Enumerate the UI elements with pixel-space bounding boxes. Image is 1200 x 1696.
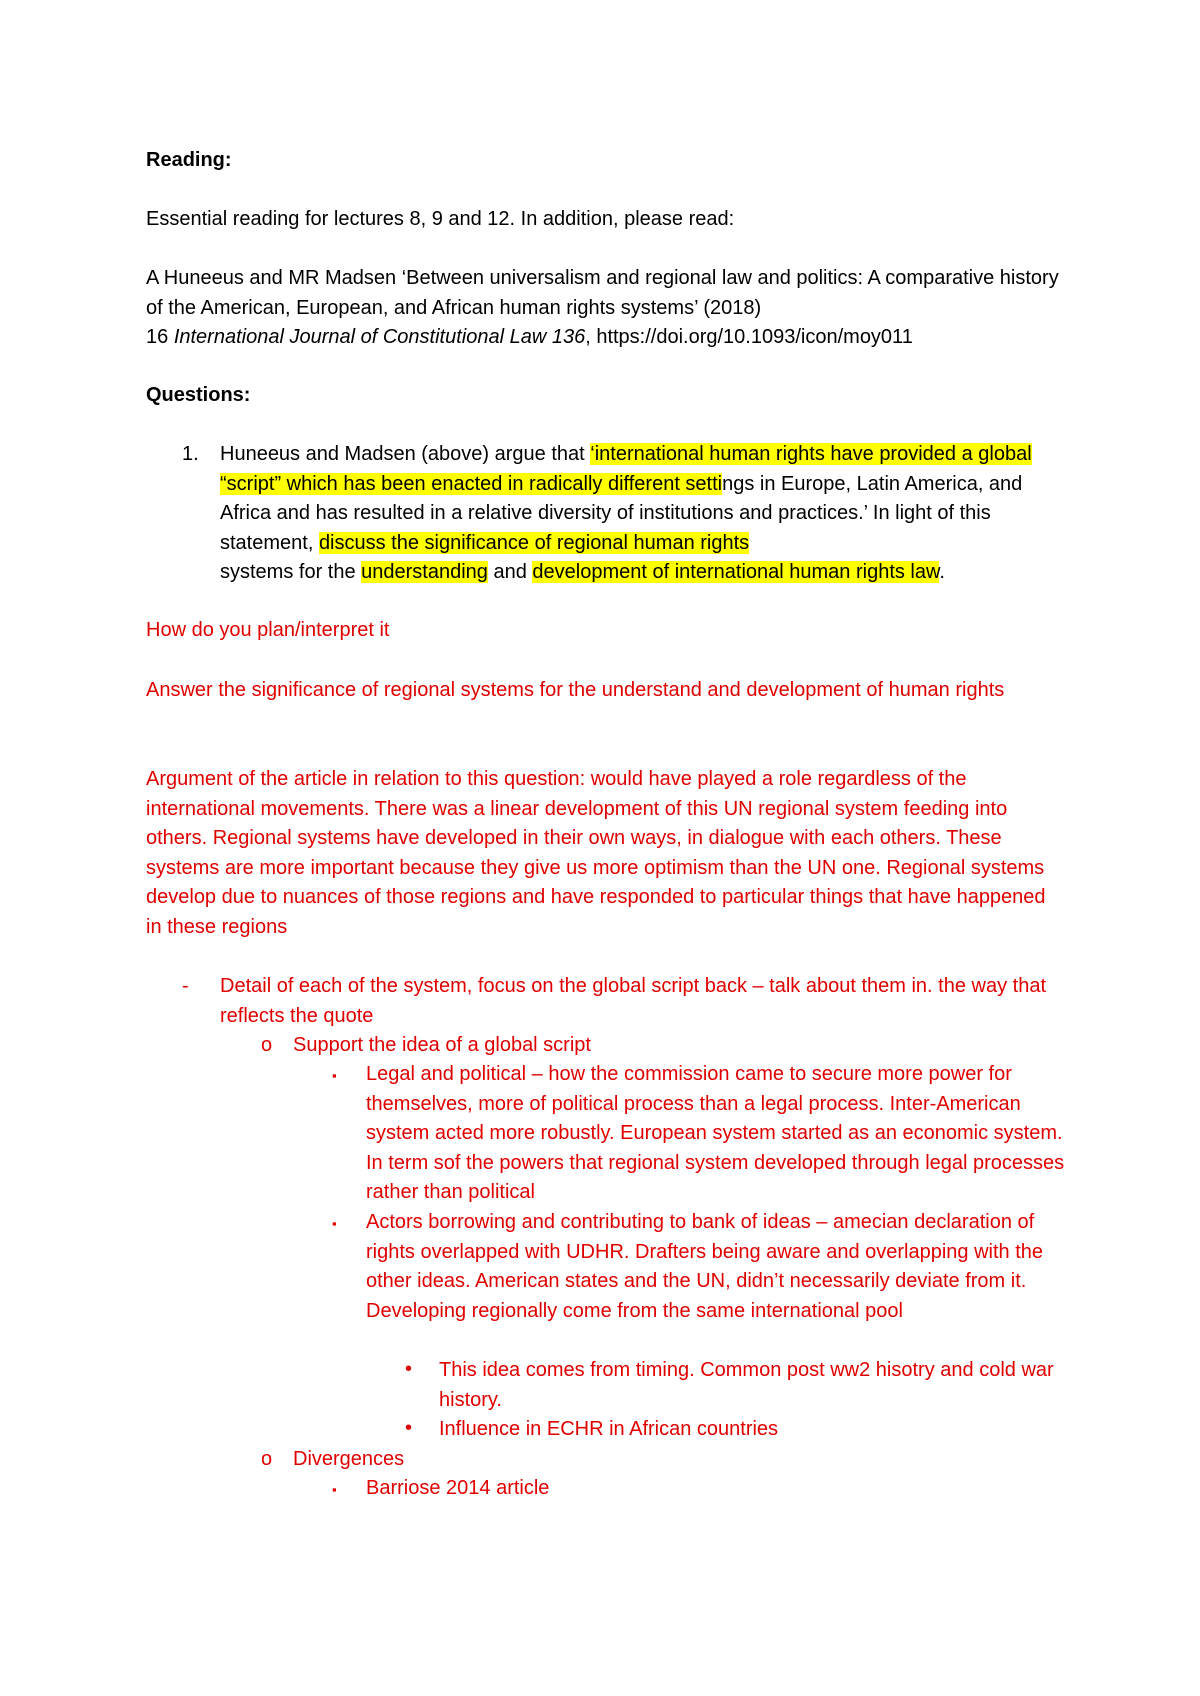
citation-volume: 16 (146, 326, 169, 349)
outline-actors (332, 1208, 1072, 1326)
question-part: . (939, 561, 945, 584)
question-part: ngs in Europe, Latin America, and Africa and has resulted in a relative diversity of institutions and practices.’ In light of this statement, (220, 472, 1023, 554)
questions-heading: Questions: (146, 384, 251, 406)
citation-text: A Huneeus and MR Madsen ‘Between universalism and regional law and politics: A comparative history of the American, European, and African human rights systems’ (2018) (146, 267, 1059, 319)
dot-bullet: • (405, 1358, 413, 1380)
outline-legal-text: Legal and political – how the commission came to secure more power for themselves, more of political process than a legal process. Inter-American system acted more robustly. European system started as an economic system. In term sof the powers that regional system developed through legal processes rather than political (366, 1063, 1065, 1204)
square-bullet: ▪ (332, 1216, 337, 1231)
question-part: and (487, 561, 533, 584)
dot-bullet: • (405, 1417, 413, 1439)
reading-intro: Essential reading for lectures 8, 9 and 12. In addition, please read: (146, 208, 735, 230)
dash-bullet: - (182, 975, 189, 997)
reading-heading: Reading: (146, 149, 232, 171)
square-bullet: ▪ (332, 1482, 337, 1497)
question-part: Huneeus and Madsen (above) argue that (220, 443, 591, 465)
question-understanding-highlight: understanding (361, 561, 488, 584)
outline-barriose (332, 1474, 1072, 1504)
outline-legal (332, 1060, 1072, 1208)
question-task-highlight: discuss the significance of regional human rights (318, 531, 750, 554)
outline-support (261, 1031, 1073, 1061)
plan-note: How do you plan/interpret it (146, 619, 390, 641)
reading-citation (146, 264, 1066, 353)
outline-support-text: Support the idea of a global script (293, 1034, 591, 1056)
question-development-highlight: development of international human rights law (532, 561, 940, 584)
question-1 (182, 440, 1070, 588)
outline-barriose-text: Barriose 2014 article (366, 1477, 550, 1499)
question-quote-highlight: ‘international human rights have provided a global “script” which has been enacted in radically different setti (220, 443, 1032, 495)
question-text (220, 440, 1070, 588)
outline-divergences-text: Divergences (293, 1448, 405, 1470)
argument-note: Argument of the article in relation to this question: would have played a role regardless of the international movements. There was a linear development of this UN regional system feeding into others. Regional systems have developed in their own ways, in dialogue with each others. These systems are more important because they give us more optimism than the UN one. Regional systems develop due to nuances of those regions and have responded to particular things that have happened in these regions (146, 768, 1046, 938)
outline-influence (405, 1415, 1069, 1445)
circle-bullet: o (261, 1034, 273, 1056)
answer-note: Answer the significance of regional systems for the understand and development of human rights (146, 679, 1005, 701)
outline-detail (182, 972, 1070, 1031)
citation-journal: International Journal of Constitutional Law 136 (173, 326, 586, 349)
outline-influence-text: Influence in ECHR in African countries (439, 1418, 779, 1440)
outline-timing (405, 1356, 1069, 1415)
outline-timing-text: This idea comes from timing. Common post ww2 hisotry and cold war history. (439, 1359, 1054, 1411)
outline-detail-text: Detail of each of the system, focus on the global script back – talk about them in. the way that reflects the quote (220, 975, 1047, 1027)
citation-doi: , https://doi.org/10.1093/icon/moy011 (585, 326, 913, 349)
outline-divergences (261, 1445, 1073, 1475)
square-bullet: ▪ (332, 1068, 337, 1083)
question-part: systems for the (220, 561, 362, 584)
question-number: 1. (182, 443, 199, 465)
circle-bullet: o (261, 1448, 273, 1470)
outline-actors-text: Actors borrowing and contributing to bank of ideas – amecian declaration of rights overlapped with UDHR. Drafters being aware and overlapping with the other ideas. American states and the UN, didn’t necessarily deviate from it. Developing regionally come from the same international pool (366, 1211, 1044, 1322)
